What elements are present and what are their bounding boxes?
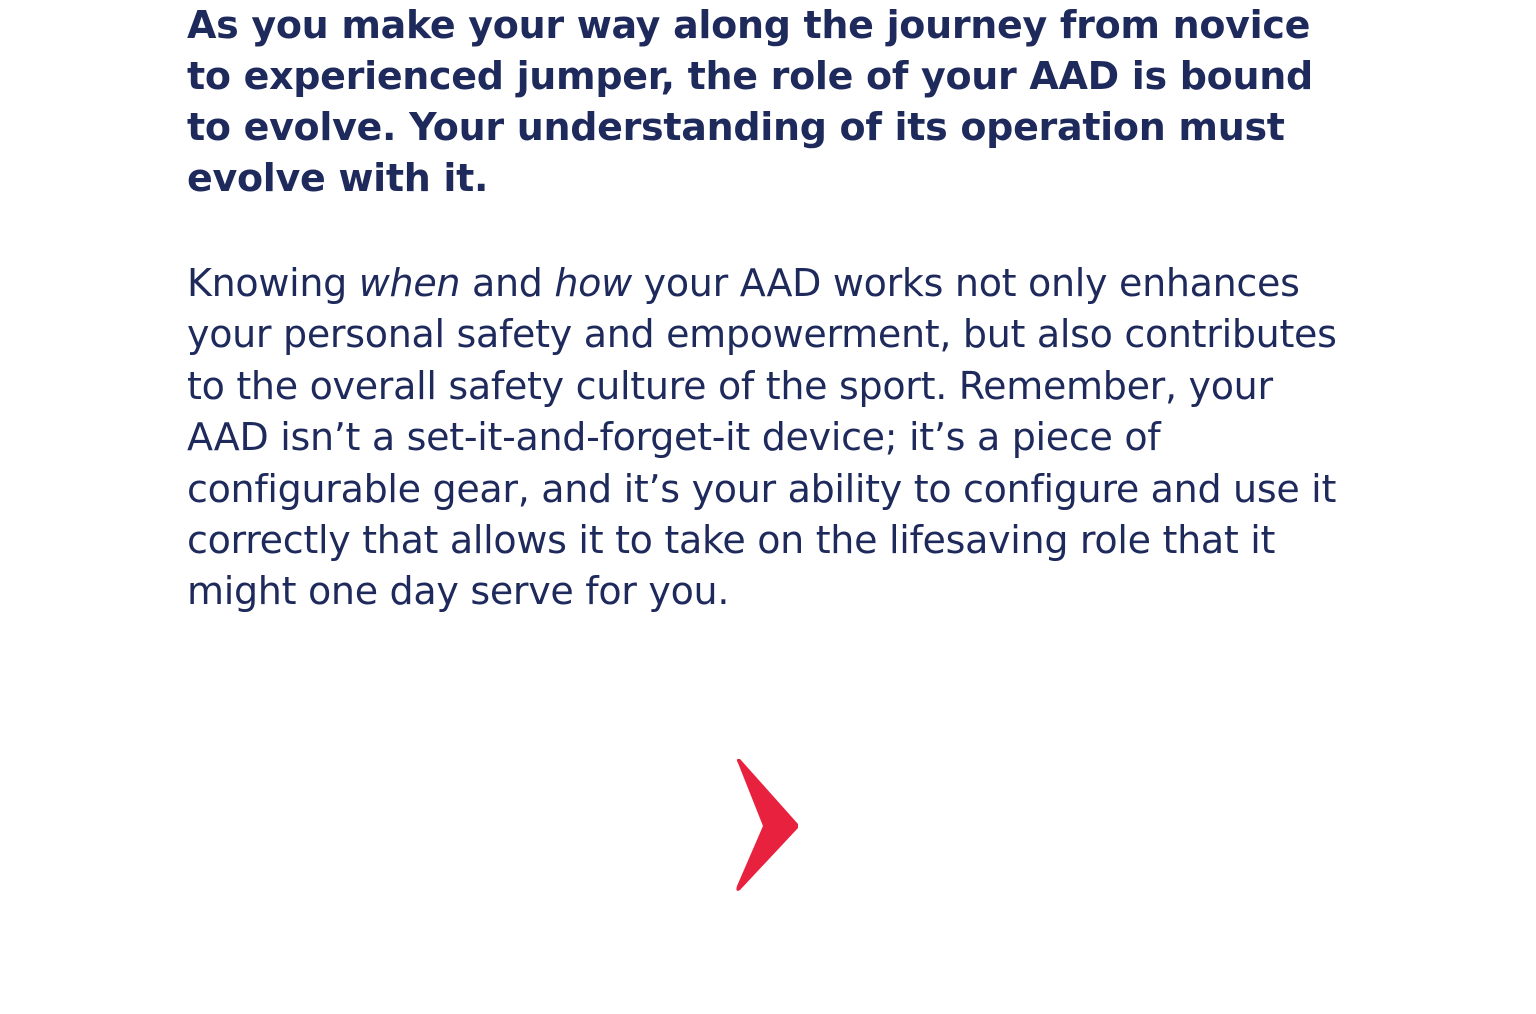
lead-paragraph: As you make your way along the journey from novice to experienced jumper, the role of your AAD is bound to evolve. Your understanding of its operation must evolve with it.: [187, 3, 1313, 200]
body-text-segment: Knowing: [187, 261, 359, 305]
next-button[interactable]: [734, 756, 802, 894]
article-content: [187, 0, 1362, 618]
body-text-segment: your AAD works not only enhances your personal safety and empowerment, but also contributes to the overall safety culture of the sport. Remember, your AAD isn’t a set-it-and-forget-it device; it’s a piece of configurable gear, and it’s your ability to configure and use it correctly that allows it to take on the lifesaving role that it might one day serve for you.: [187, 261, 1337, 614]
emphasis-how: how: [554, 261, 632, 305]
emphasis-when: when: [358, 261, 461, 305]
body-text-segment: and: [460, 261, 555, 305]
body-paragraph: [187, 258, 1362, 618]
chevron-right-icon: [734, 756, 802, 894]
